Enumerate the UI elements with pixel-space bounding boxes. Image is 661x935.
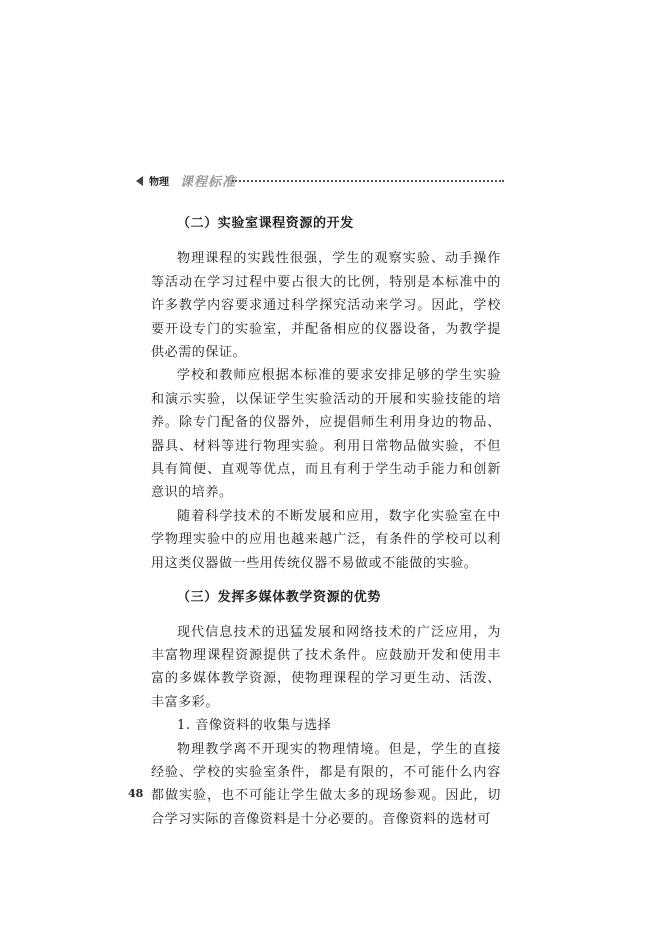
page-number: 48 (128, 787, 144, 800)
page-body (151, 212, 501, 831)
paragraph: 随着科学技术的不断发展和应用，数字化实验室在中学物理实验中的应用也越来越广泛，有条件的学校可以利用这类仪器做一些用传统仪器不易做或不能做的实验。 (151, 508, 501, 571)
paragraph: 学校和教师应根据本标准的要求安排足够的学生实验和演示实验，以保证学生实验活动的开展和实验技能的培养。除专门配备的仪器外，应提倡师生利用身边的物品、器具、材料等进行物理实验。利用日常物品做实验，不但具有简便、直观等优点，而且有利于学生动手能力和创新意识的培养。 (151, 368, 501, 501)
running-header (136, 172, 504, 190)
paragraph: 物理教学离不开现实的物理情境。但是，学生的直接经验、学校的实验室条件，都是有限的，不可能什么内容都做实验，也不可能让学生做太多的现场参观。因此，切合学习实际的音像资料是十分必要的。音像资料的选材可 (151, 741, 501, 827)
left-triangle-icon (136, 176, 143, 186)
header-dotted-rule (232, 180, 504, 182)
header-subject: 物理 (149, 177, 169, 188)
paragraph: 现代信息技术的迅猛发展和网络技术的广泛应用，为丰富物理课程资源提供了技术条件。应鼓励开发和使用丰富的多媒体教学资源，使物理课程的学习更生动、活泼、丰富多彩。 (151, 624, 501, 710)
subsection-heading: 1. 音像资料的收集与选择 (177, 718, 332, 734)
header-book-title: 课程标准 (180, 175, 237, 190)
section-heading: （二）实验室课程资源的开发 (177, 216, 354, 231)
paragraph: 物理课程的实践性很强，学生的观察实验、动手操作等活动在学习过程中要占很大的比例，特别是本标准中的许多教学内容要求通过科学探究活动来学习。因此，学校要开设专门的实验室，并配备相应的仪器设备，为教学提供必需的保证。 (151, 251, 501, 361)
section-heading: （三）发挥多媒体教学资源的优势 (177, 590, 382, 606)
